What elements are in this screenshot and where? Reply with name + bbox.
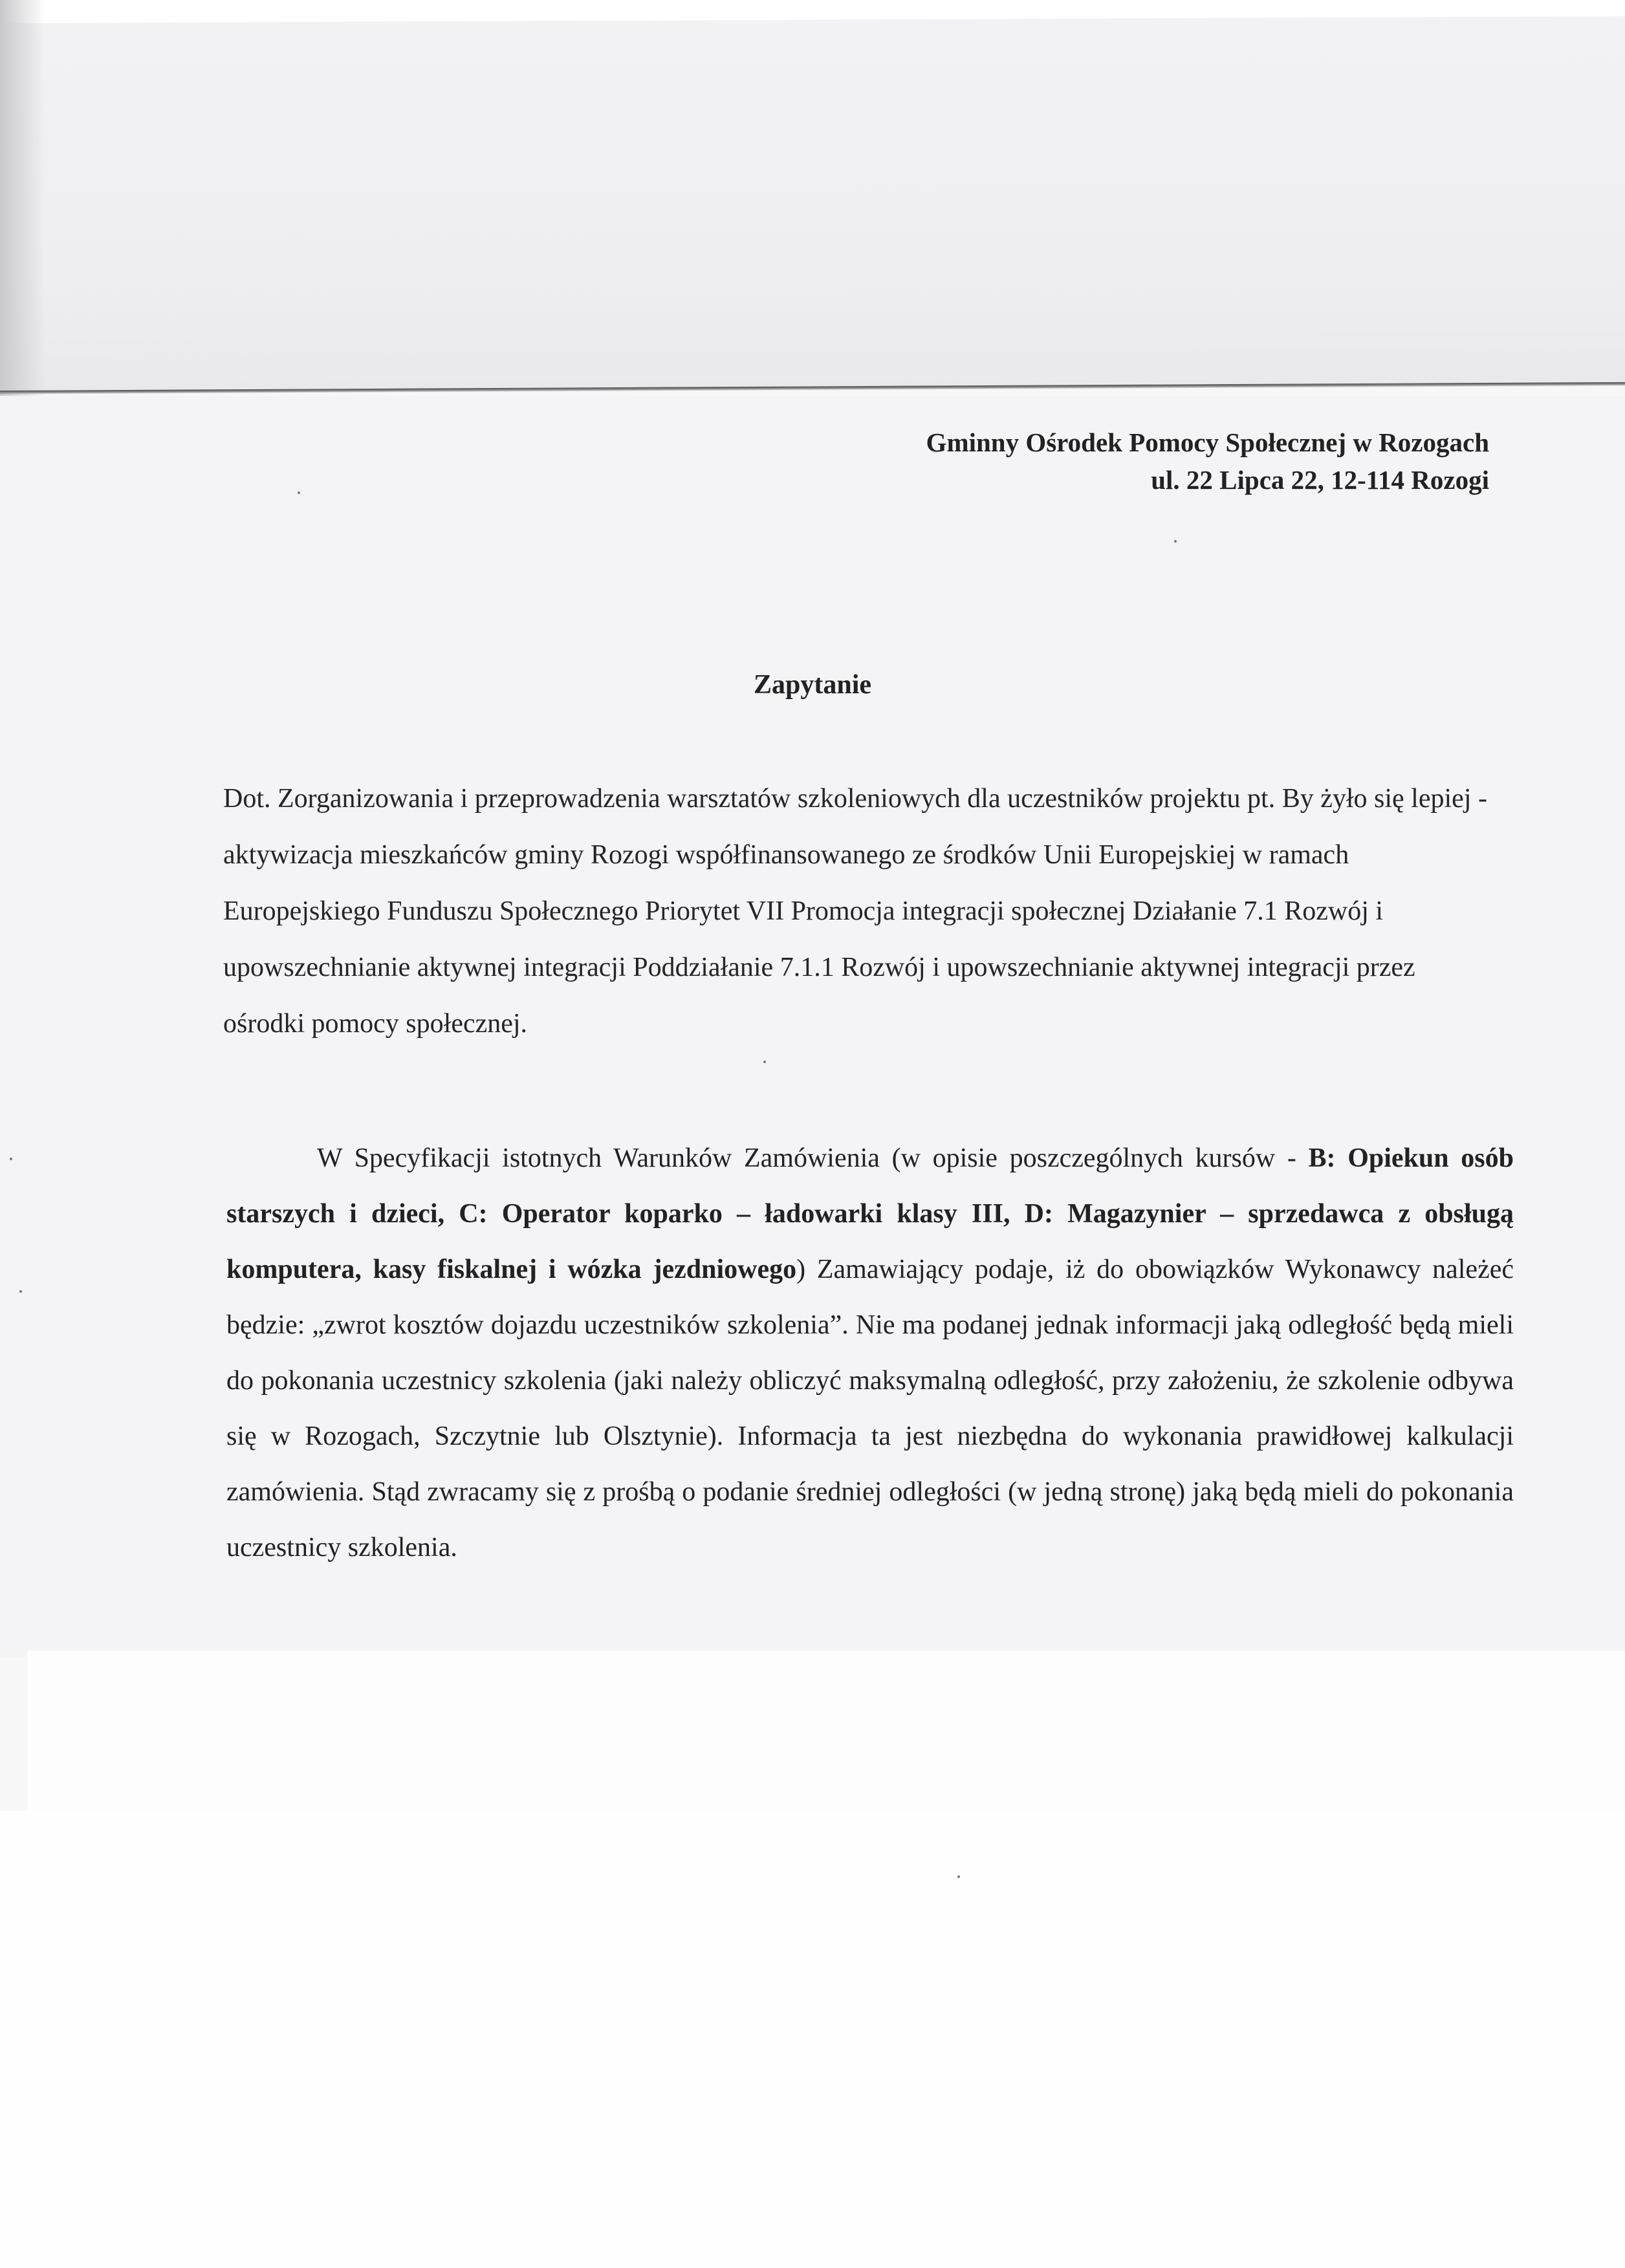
folded-top-strip xyxy=(0,16,1625,392)
course-list: B: Opiekun osób starszych i dzieci, C: Operator koparko – ładowarki klasy III, D: Magazynier – sprzedawca z obsługą komputera, kasy fiskalnej i wózka jezdniowego xyxy=(226,1143,1514,1284)
scan-speck xyxy=(298,491,300,494)
organization-address: ul. 22 Lipca 22, 12-114 Rozogi xyxy=(1151,465,1489,495)
body-intro: W Specyfikacji istotnych Warunków Zamówienia (w opisie poszczególnych kursów - xyxy=(317,1143,1309,1173)
scan-speck xyxy=(19,1290,22,1293)
letter-header xyxy=(926,424,1489,499)
scan-speck xyxy=(10,1158,12,1160)
scan-speck xyxy=(1174,540,1177,543)
scan-speck xyxy=(957,1875,960,1878)
organization-name: Gminny Ośrodek Pomocy Społecznej w Rozogach xyxy=(926,427,1489,457)
subject-paragraph: Dot. Zorganizowania i przeprowadzenia warsztatów szkoleniowych dla uczestników projektu pt. By żyło się lepiej - aktywizacja mieszkańców gminy Rozogi współfinansowanego ze środków Unii Europejskiej w ramach Europejskiego Funduszu Społecznego Priorytet VII Promocja integracji społecznej Działanie 7.1 Rozwój i upowszechnianie aktywnej integracji Poddziałanie 7.1.1 Rozwój i upowszechnianie aktywnej integracji przez ośrodki pomocy społecznej. xyxy=(223,784,1487,1039)
body-paragraph xyxy=(226,1130,1514,1575)
scan-shadow xyxy=(0,0,45,414)
scan-speck xyxy=(763,1061,766,1063)
covering-sheet-lower xyxy=(0,1811,1625,2268)
document-title: Zapytanie xyxy=(753,670,872,700)
body-rest: ) Zamawiający podaje, iż do obowiązków Wykonawcy należeć będzie: „zwrot kosztów dojazdu uczestników szkolenia”. Nie ma podanej jednak informacji jaką odległość będą mieli do pokonania uczestnicy szkolenia (jaki należy obliczyć maksymalną odległość, przy założeniu, że szkolenie odbywa się w Rozogach, Szczytnie lub Olsztynie). Informacja ta jest niezbędna do wykonania prawidłowej kalkulacji zamówienia. Stąd zwracamy się z prośbą o podanie średniej odległości (w jedną stronę) jaką będą mieli do pokonania uczestnicy szkolenia. xyxy=(226,1255,1514,1562)
